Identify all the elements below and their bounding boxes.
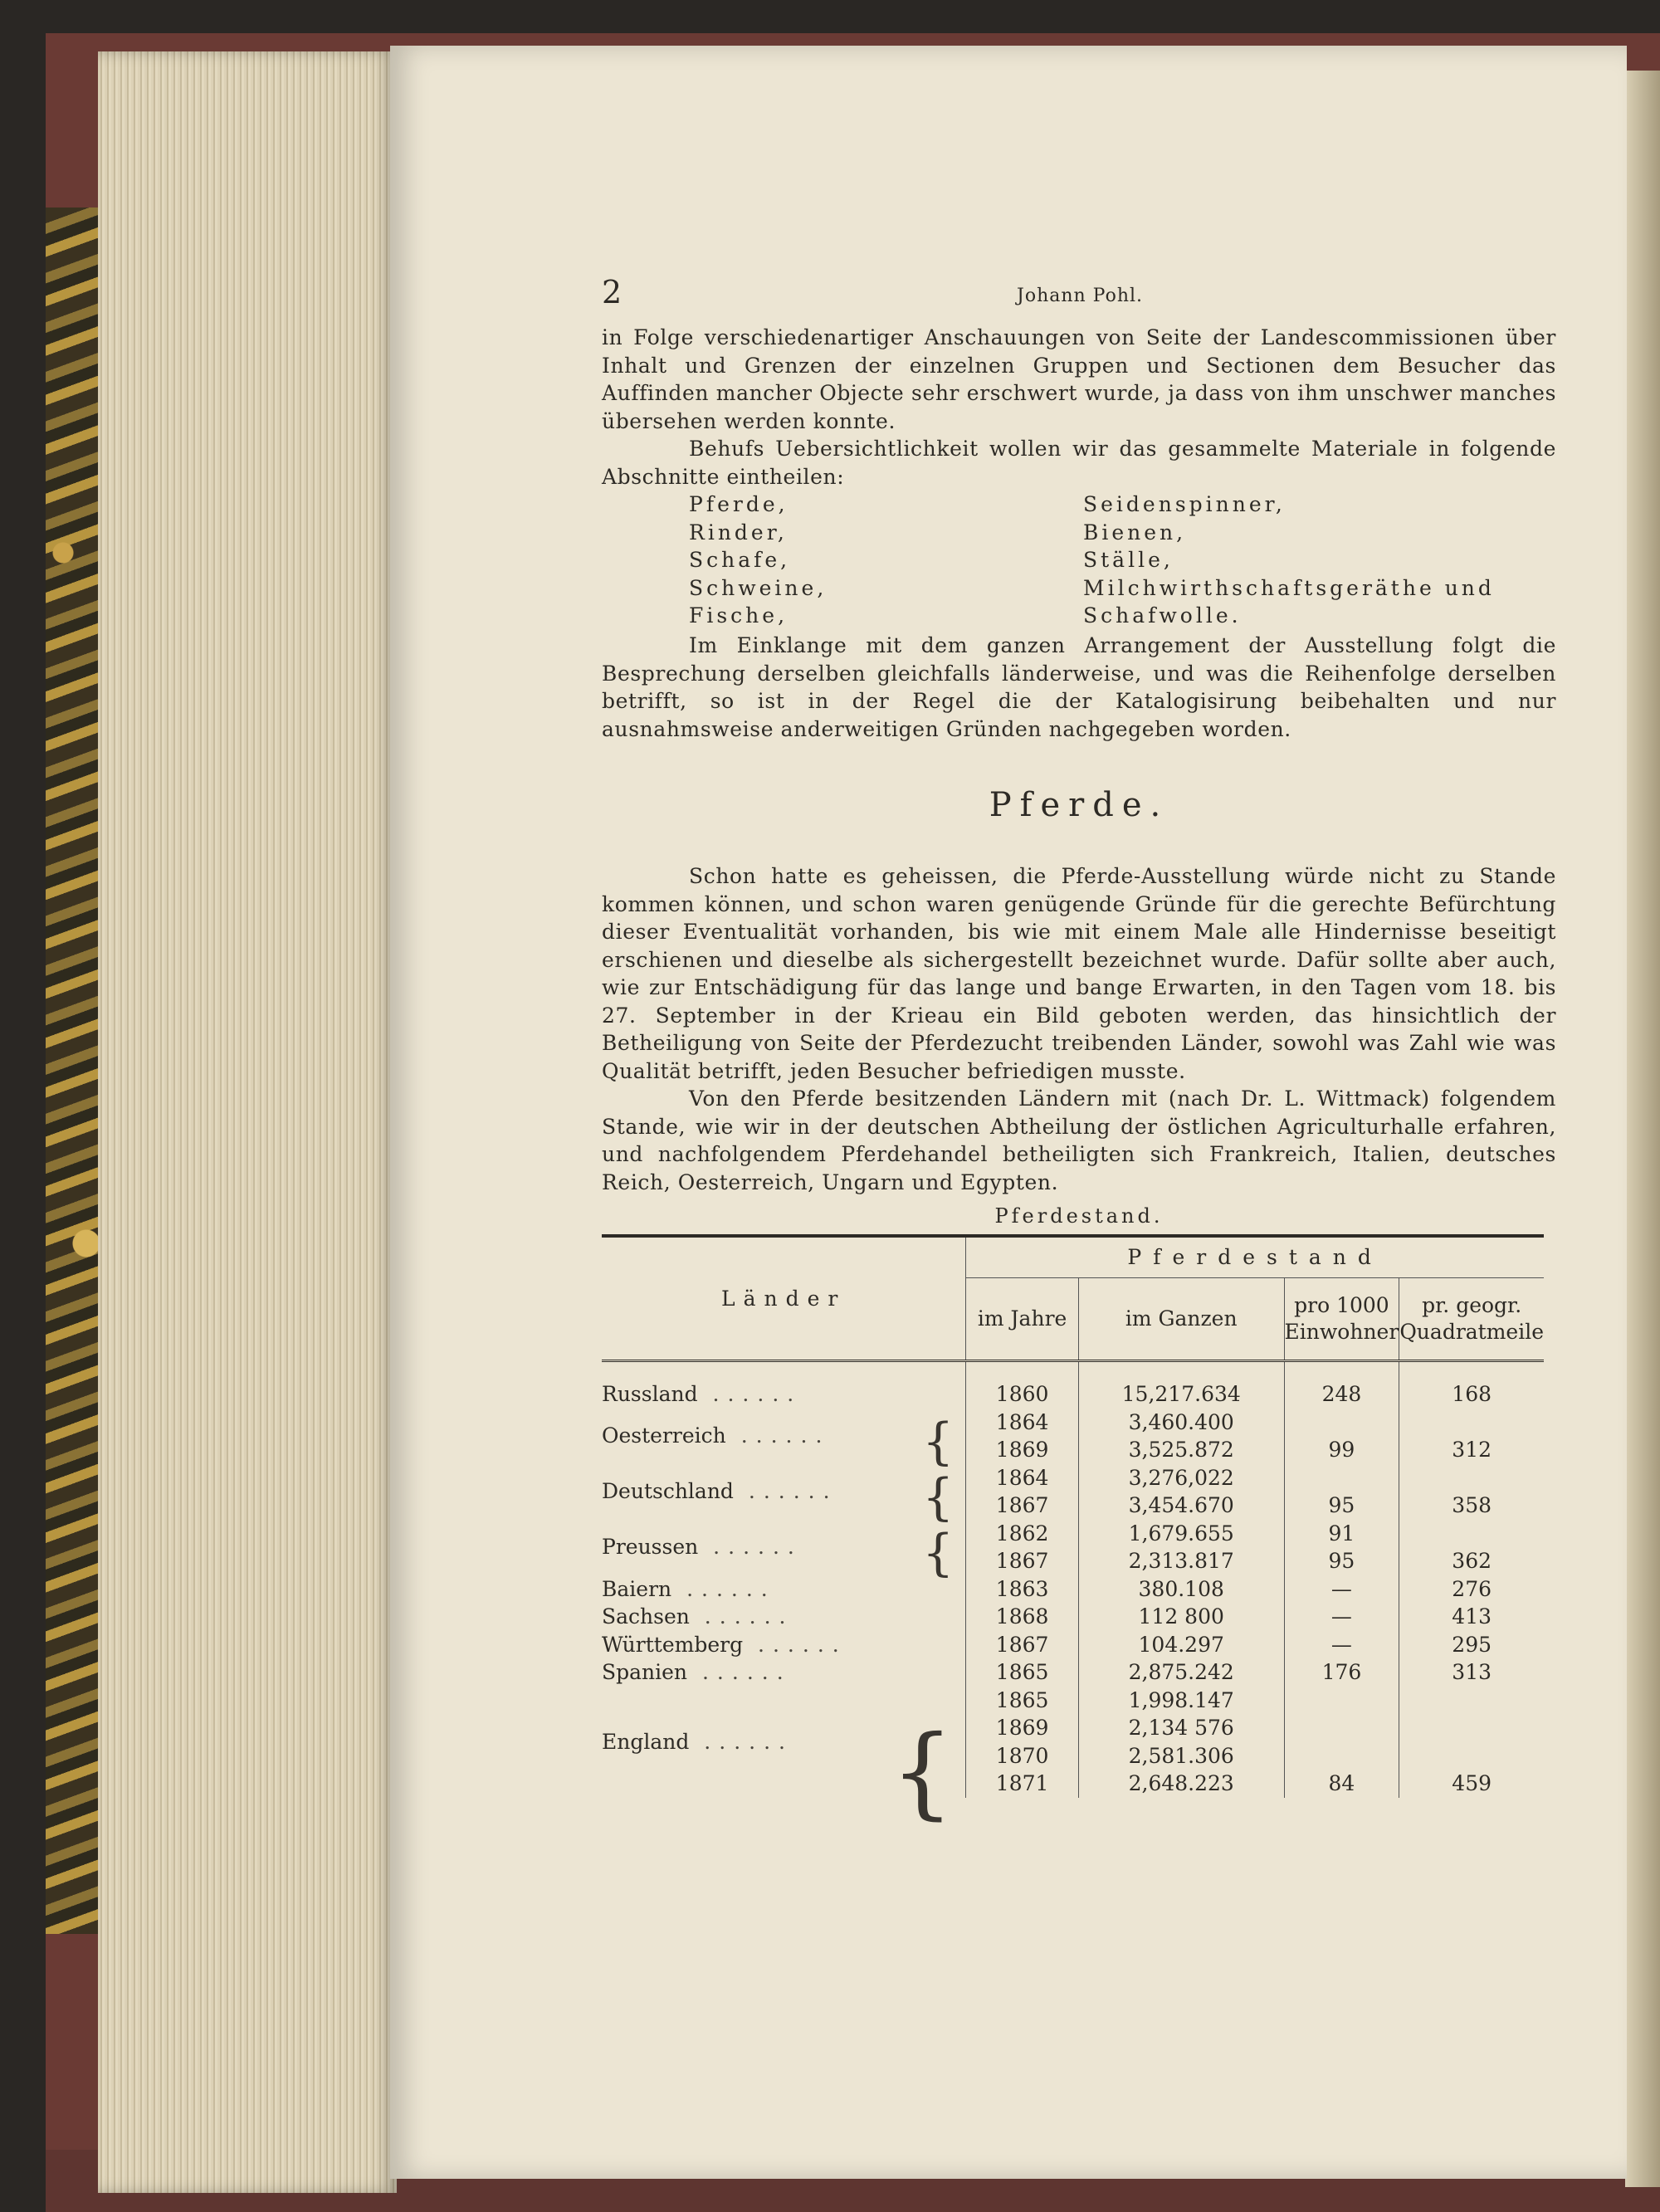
paragraph-4: Schon hatte es geheissen, die Pferde-Ausstellung würde nicht zu Stande kommen können, und schon waren genügende Gründe für die gerechte Befürchtung dieser Eventualität vorhanden, bis wie mit einem Male alle Hindernisse beseitigt erschienen und dieselbe als sichergestellt bezeichnet wurde. Dafür sollte aber auch, wie zur Entschädigung für das lange und bange Erwarten, in den Tagen vom 18. bis 27. September in der Krieau ein Bild geboten werden, das hinsichtlich der Betheiligung von Seite der Pferdezucht treibenden Länder, sowohl was Zahl wie was Qualität betrifft, jeden Besucher befriedigen musste. (602, 864, 1556, 1083)
per-geo-mile-cell: 413 (1452, 1604, 1492, 1628)
per-1000-cell: — (1284, 1603, 1399, 1631)
country-cell (602, 1631, 966, 1659)
column-header-per-geo-mile: pr. geogr. Quadratmeile (1399, 1278, 1544, 1361)
per-1000-cell: 95 (1284, 1492, 1399, 1520)
table-row (602, 1658, 1544, 1687)
per-1000-cell (1284, 1742, 1399, 1770)
year-cell: 1870 (966, 1742, 1079, 1770)
year-cell: 1867 (966, 1631, 1079, 1659)
country-name: Oesterreich (602, 1423, 726, 1448)
per-1000-cell (1284, 1464, 1399, 1492)
table-body (602, 1361, 1544, 1830)
total-cell: 1,679.655 (1078, 1520, 1284, 1548)
leader-dots: ...... (697, 1382, 803, 1406)
column-header-total: im Ganzen (1078, 1278, 1284, 1361)
running-header (602, 274, 1556, 324)
per-1000-cell (1284, 1409, 1399, 1437)
table-row (602, 1464, 1544, 1492)
paragraph-3: Im Einklange mit dem ganzen Arrangement der Ausstellung folgt die Besprechung derselben gleichfalls länderweise, und was die Reihenfolge derselben betrifft, so ist in der Regel die der Katalogisirung beibehalten und nur ausnahmsweise anderweitigen Gründen nachgegeben worden. (602, 633, 1556, 741)
total-cell: 2,648.223 (1078, 1770, 1284, 1798)
leader-dots: ...... (689, 1729, 793, 1754)
country-cell (602, 1464, 966, 1527)
table-row (602, 1520, 1544, 1548)
per-geo-mile-cell: 358 (1452, 1493, 1492, 1517)
leader-dots: ...... (743, 1632, 847, 1657)
list-item: Bienen, (1083, 520, 1187, 544)
year-cell: 1867 (966, 1547, 1079, 1575)
per-1000-cell: 176 (1284, 1658, 1399, 1687)
leader-dots: ...... (733, 1479, 838, 1504)
table-row (602, 1631, 1544, 1659)
year-cell: 1868 (966, 1603, 1079, 1631)
country-cell (602, 1409, 966, 1472)
year-cell: 1864 (966, 1409, 1079, 1437)
leader-dots: ...... (689, 1604, 794, 1628)
per-geo-mile-cell: 362 (1452, 1549, 1492, 1573)
right-page-edge (1625, 71, 1660, 2187)
year-cell: 1869 (966, 1714, 1079, 1742)
leader-dots: ...... (671, 1576, 776, 1601)
per-geo-mile-cell: 312 (1452, 1438, 1492, 1462)
total-cell: 112 800 (1078, 1603, 1284, 1631)
per-geo-mile-cell: 313 (1452, 1660, 1492, 1684)
table-row (602, 1361, 1544, 1409)
per-1000-cell: 99 (1284, 1436, 1399, 1464)
per-geo-mile-cell: 459 (1452, 1771, 1492, 1795)
per-geo-mile-cell (1399, 1714, 1544, 1742)
leader-dots: ...... (687, 1660, 792, 1684)
per-1000-cell (1284, 1714, 1399, 1742)
brace-icon: { (922, 1413, 954, 1472)
list-item: Fische, (689, 603, 788, 627)
country-cell (602, 1603, 966, 1631)
table-row (602, 1603, 1544, 1631)
total-cell: 15,217.634 (1078, 1361, 1284, 1409)
section-title: Pferde. (989, 786, 1169, 824)
country-cell (602, 1658, 966, 1687)
country-name: Spanien (602, 1660, 688, 1684)
leader-dots: ...... (698, 1535, 803, 1560)
list-item: Schweine, (689, 575, 828, 600)
list-item: Milchwirthschaftsgeräthe und (1083, 575, 1495, 600)
column-group-header: Pferdestand (966, 1236, 1544, 1278)
country-cell (602, 1520, 966, 1583)
page-number: 2 (602, 274, 622, 310)
list-item: Schafe, (689, 548, 791, 572)
total-cell: 2,581.306 (1078, 1742, 1284, 1770)
column-header-year: im Jahre (966, 1278, 1079, 1361)
table-caption: Pferdestand. (994, 1204, 1164, 1228)
total-cell: 3,276,022 (1078, 1464, 1284, 1492)
list-item: Schafwolle. (1083, 603, 1242, 627)
country-name: England (602, 1729, 690, 1754)
list-item: Ställe, (1083, 548, 1174, 572)
per-geo-mile-cell (1399, 1464, 1544, 1492)
section-list (602, 491, 1556, 632)
per-1000-cell: 248 (1284, 1361, 1399, 1409)
per-geo-mile-cell: 168 (1452, 1382, 1492, 1406)
page-stack-edge (98, 51, 397, 2193)
per-geo-mile-cell (1399, 1520, 1544, 1548)
per-geo-mile-cell: 276 (1452, 1576, 1492, 1601)
total-cell: 3,525.872 (1078, 1436, 1284, 1464)
year-cell: 1869 (966, 1436, 1079, 1464)
total-cell: 3,454.670 (1078, 1492, 1284, 1520)
marbled-binding (46, 208, 104, 1934)
per-1000-cell: — (1284, 1575, 1399, 1604)
per-geo-mile-cell (1399, 1409, 1544, 1437)
country-name: Württemberg (602, 1632, 744, 1657)
paragraph-5: Von den Pferde besitzenden Ländern mit (nach Dr. L. Wittmack) folgendem Stande, wie wir in der deutschen Abtheilung der östlichen Agriculturhalle erfahren, und nachfolgendem Pferdehandel betheiligten sich Frankreich, Italien, deutsches Reich, Oesterreich, Ungarn und Egypten. (602, 1086, 1556, 1194)
country-cell (602, 1361, 966, 1409)
section-list-right (1083, 491, 1495, 630)
per-1000-cell: 95 (1284, 1547, 1399, 1575)
country-cell (602, 1575, 966, 1604)
list-item: Pferde, (689, 492, 788, 516)
column-header-per-1000: pro 1000 Einwohner (1284, 1278, 1399, 1361)
per-geo-mile-cell: 295 (1452, 1632, 1492, 1657)
brace-icon: { (922, 1468, 954, 1527)
list-item: Seidenspinner, (1083, 492, 1286, 516)
brace-icon: { (922, 1524, 954, 1583)
list-item: Rinder, (689, 520, 788, 544)
running-title: Johann Pohl. (1017, 286, 1144, 306)
year-cell: 1860 (966, 1361, 1079, 1409)
total-cell: 2,313.817 (1078, 1547, 1284, 1575)
per-geo-mile-cell (1399, 1687, 1544, 1715)
per-geo-mile-cell (1399, 1742, 1544, 1770)
total-cell: 3,460.400 (1078, 1409, 1284, 1437)
per-1000-cell: — (1284, 1631, 1399, 1659)
total-cell: 104.297 (1078, 1631, 1284, 1659)
leader-dots: ...... (725, 1423, 831, 1448)
total-cell: 2,875.242 (1078, 1658, 1284, 1687)
table-row (602, 1687, 1544, 1715)
year-cell: 1865 (966, 1658, 1079, 1687)
year-cell: 1862 (966, 1520, 1079, 1548)
country-cell (602, 1687, 966, 1830)
year-cell: 1867 (966, 1492, 1079, 1520)
country-name: Russland (602, 1382, 698, 1406)
year-cell: 1864 (966, 1464, 1079, 1492)
horse-stock-table (602, 1234, 1545, 1830)
paragraph-1: in Folge verschiedenartiger Anschauungen von Seite der Landescommissionen über Inhalt und Grenzen der einzelnen Gruppen und Sectionen dem Besucher das Auffinden mancher Objecte sehr erschwert wurde, ja dass von ihm unschwer manches übersehen werden konnte. (602, 325, 1556, 433)
total-cell: 380.108 (1078, 1575, 1284, 1604)
brace-icon: { (890, 1714, 954, 1830)
table-row (602, 1575, 1544, 1604)
country-name: Preussen (602, 1535, 699, 1560)
year-cell: 1865 (966, 1687, 1079, 1715)
total-cell: 1,998.147 (1078, 1687, 1284, 1715)
paragraph-2: Behufs Uebersichtlichkeit wollen wir das gesammelte Materiale in folgende Abschnitte eintheilen: (602, 437, 1556, 489)
country-name: Baiern (602, 1576, 672, 1601)
page-content (602, 274, 1556, 1830)
column-header-land: Länder (602, 1236, 966, 1361)
section-list-left (689, 491, 827, 630)
total-cell: 2,134 576 (1078, 1714, 1284, 1742)
country-name: Deutschland (602, 1479, 734, 1504)
per-1000-cell (1284, 1687, 1399, 1715)
per-1000-cell: 91 (1284, 1520, 1399, 1548)
table-row (602, 1409, 1544, 1437)
year-cell: 1871 (966, 1770, 1079, 1798)
per-1000-cell: 84 (1284, 1770, 1399, 1798)
year-cell: 1863 (966, 1575, 1079, 1604)
country-name: Sachsen (602, 1604, 690, 1628)
